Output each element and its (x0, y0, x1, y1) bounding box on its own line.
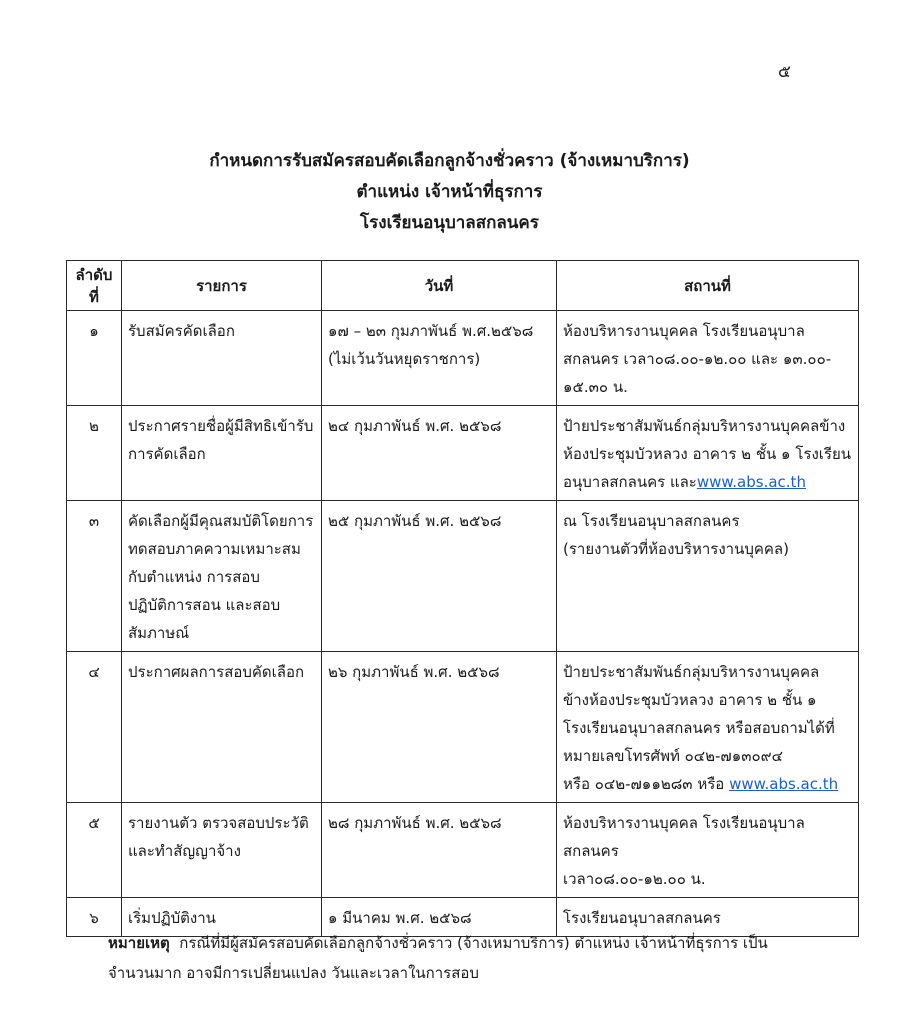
row-date-line: ๑๗ – ๒๓ กุมภาพันธ์ พ.ศ.๒๕๖๘ (328, 322, 534, 340)
row-place-line (563, 770, 852, 798)
row-date-line: ๒๖ กุมภาพันธ์ พ.ศ. ๒๕๖๘ (328, 663, 500, 681)
row-number: ๒ (67, 406, 122, 501)
row-item-line: ประกาศรายชื่อผู้มีสิทธิเข้ารับ (128, 417, 314, 435)
row-date (322, 803, 557, 898)
row-date (322, 406, 557, 501)
row-place (557, 406, 859, 501)
row-number: ๑ (67, 311, 122, 406)
row-place (557, 501, 859, 652)
row-place-line: ๑๕.๓๐ น. (563, 378, 628, 396)
row-number: ๖ (67, 898, 122, 937)
row-item-line: เริ่มปฏิบัติงาน (128, 909, 216, 927)
row-item-line: สัมภาษณ์ (128, 624, 190, 642)
row-item-line: กับตำแหน่ง การสอบ (128, 568, 260, 586)
position-title: ตำแหน่ง เจ้าหน้าที่ธุรการ (356, 182, 543, 202)
table-row (67, 652, 859, 803)
row-item-line: ทดสอบภาคความเหมาะสม (128, 540, 301, 558)
row-item-line: และทำสัญญาจ้าง (128, 842, 241, 860)
row-item-line: คัดเลือกผู้มีคุณสมบัติโดยการ (128, 512, 314, 530)
document-title: กำหนดการรับสมัครสอบคัดเลือกลูกจ้างชั่วคราว (จ้างเหมาบริการ) (209, 151, 690, 171)
row-item (122, 501, 322, 652)
row-item (122, 311, 322, 406)
row-number: ๕ (67, 803, 122, 898)
row-date-line: ๒๔ กุมภาพันธ์ พ.ศ. ๒๕๖๘ (328, 417, 502, 435)
row-place-line: ห้องบริหารงานบุคคล โรงเรียนอนุบาล (563, 814, 805, 832)
row-place-line: เวลา๐๘.๐๐-๑๒.๐๐ น. (563, 870, 706, 888)
remark-label: หมายเหตุ (108, 934, 170, 952)
row-item-line: การคัดเลือก (128, 445, 206, 463)
row-place (557, 652, 859, 803)
table-row (67, 803, 859, 898)
row-date-line: ๒๘ กุมภาพันธ์ พ.ศ. ๒๕๖๘ (328, 814, 502, 832)
row-date (322, 652, 557, 803)
table-row (67, 311, 859, 406)
column-header-no (67, 261, 122, 311)
row-place-line: หมายเลขโทรศัพท์ ๐๔๒-๗๑๓๐๙๔ (563, 747, 783, 765)
row-number: ๓ (67, 501, 122, 652)
row-place-text: อนุบาลสกลนคร และ (563, 473, 697, 491)
row-date-line: ๑ มีนาคม พ.ศ. ๒๕๖๘ (328, 909, 472, 927)
table-row (67, 406, 859, 501)
row-item-line: ประกาศผลการสอบคัดเลือก (128, 663, 305, 681)
column-header-date: วันที่ (322, 261, 557, 311)
row-place-line: โรงเรียนอนุบาลสกลนคร หรือสอบถามได้ที่ (563, 719, 835, 737)
row-place-line: ห้องบริหารงานบุคคล โรงเรียนอนุบาล (563, 322, 805, 340)
row-place-line: ข้างห้องประชุมบัวหลวง อาคาร ๒ ชั้น ๑ (563, 691, 817, 709)
row-item (122, 406, 322, 501)
schedule-table (66, 260, 859, 937)
column-header-item: รายการ (122, 261, 322, 311)
remark-text-line2: จำนวนมาก อาจมีการเปลี่ยนแปลง วันและเวลาในการสอบ (108, 964, 479, 982)
row-place (557, 803, 859, 898)
website-link[interactable]: www.abs.ac.th (729, 775, 839, 793)
row-item (122, 652, 322, 803)
row-place-line: ห้องประชุมบัวหลวง อาคาร ๒ ชั้น ๑ โรงเรียน (563, 445, 851, 463)
row-item-line: รับสมัครคัดเลือก (128, 322, 235, 340)
column-header-place: สถานที่ (557, 261, 859, 311)
row-place-line: ป้ายประชาสัมพันธ์กลุ่มบริหารงานบุคคลข้าง (563, 417, 846, 435)
table-row (67, 501, 859, 652)
row-item (122, 803, 322, 898)
column-header-no-line1: ลำดับ (75, 265, 113, 284)
remark (108, 928, 808, 988)
row-date (322, 501, 557, 652)
row-date (322, 311, 557, 406)
row-place-line: ณ โรงเรียนอนุบาลสกลนคร (563, 512, 740, 530)
row-place-text: หรือ ๐๔๒-๗๑๑๒๘๓ หรือ (563, 775, 730, 793)
row-item-line: รายงานตัว ตรวจสอบประวัติ (128, 814, 309, 832)
row-place-line: สกลนคร (563, 842, 619, 860)
school-title: โรงเรียนอนุบาลสกลนคร (360, 213, 539, 233)
page-number: ๕ (778, 62, 791, 82)
row-date-line: (ไม่เว้นวันหยุดราชการ) (328, 350, 481, 368)
row-item-line: ปฏิบัติการสอน และสอบ (128, 596, 281, 614)
column-header-no-line2: ที่ (89, 287, 99, 306)
row-place-line: สกลนคร เวลา๐๘.๐๐-๑๒.๐๐ และ ๑๓.๐๐- (563, 350, 832, 368)
table-header-row (67, 261, 859, 311)
website-link[interactable]: www.abs.ac.th (696, 473, 806, 491)
row-place-line (563, 468, 852, 496)
remark-text-line1: กรณีที่มีผู้สมัครสอบคัดเลือกลูกจ้างชั่วคราว (จ้างเหมาบริการ) ตำแหน่ง เจ้าหน้าที่ธุรการ เป็น (179, 934, 768, 952)
row-place-line: โรงเรียนอนุบาลสกลนคร (563, 909, 721, 927)
row-place-line: (รายงานตัวที่ห้องบริหารงานบุคคล) (563, 540, 789, 558)
row-number: ๔ (67, 652, 122, 803)
row-place (557, 311, 859, 406)
row-date-line: ๒๕ กุมภาพันธ์ พ.ศ. ๒๕๖๘ (328, 512, 502, 530)
row-place-line: ป้ายประชาสัมพันธ์กลุ่มบริหารงานบุคคล (563, 663, 820, 681)
